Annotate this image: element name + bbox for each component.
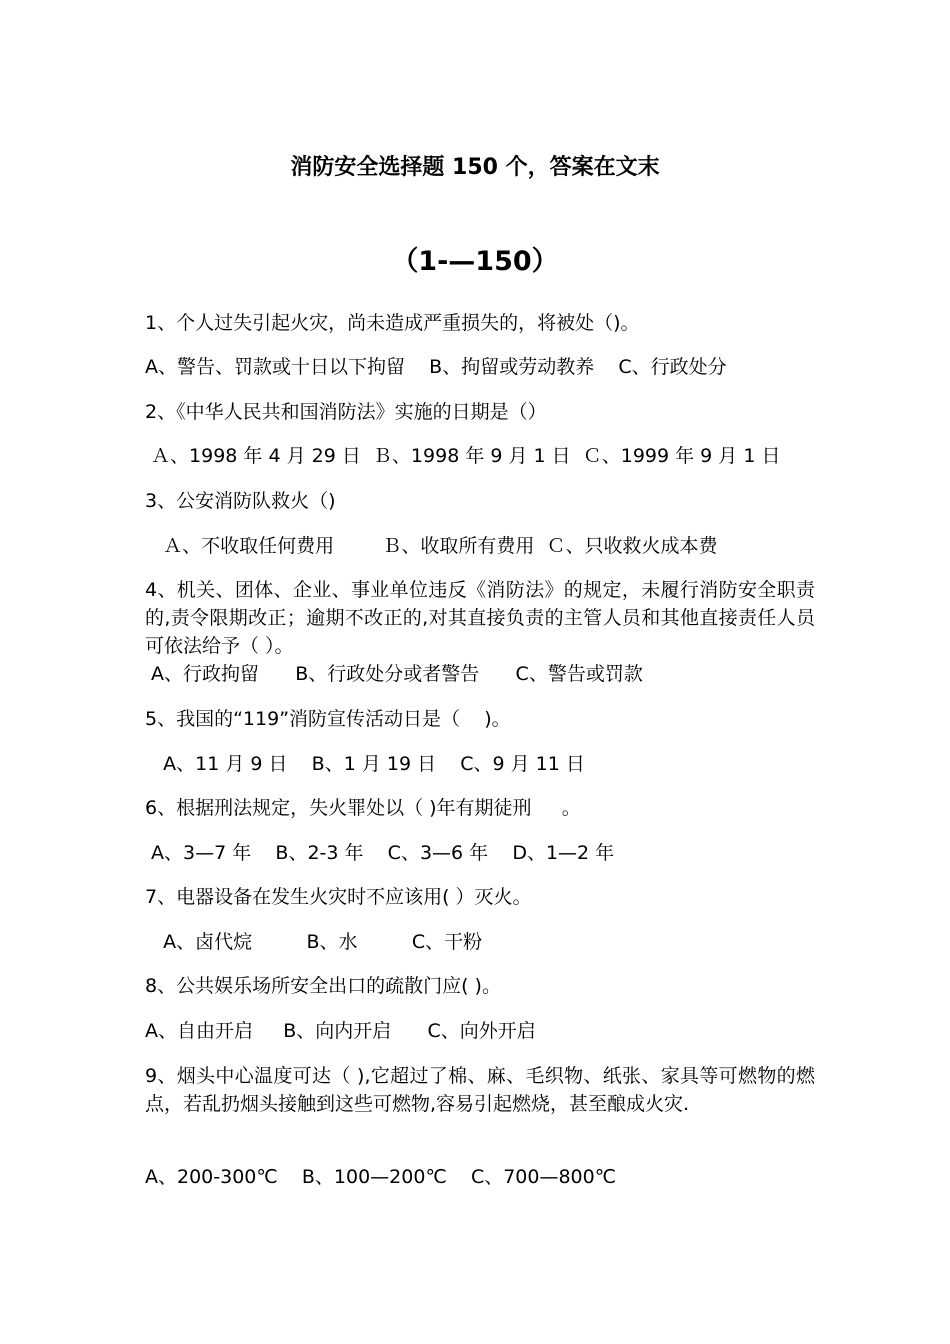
question-4: 4、机关、团体、企业、事业单位违反《消防法》的规定，未履行消防安全职责的,责令限期改正；逾期不改正的,对其直接负责的主管人员和其他直接责任人员可依法给予（ ）。	[145, 579, 815, 657]
question-5: 5、我国的“119”消防宣传活动日是（ )。	[145, 708, 511, 730]
document-title: 消防安全选择题 150 个，答案在文末	[290, 155, 660, 180]
question-2: 2、《中华人民共和国消防法》实施的日期是（）	[145, 401, 547, 423]
options-8: A、自由开启 B、向内开启 C、向外开启	[145, 1020, 536, 1042]
options-2: Ａ、1998 年 4 月 29 日 Ｂ、1998 年 9 月 1 日 Ｃ、1999 年 9 月 1 日	[145, 445, 781, 467]
options-6: A、3—7 年 B、2-3 年 C、3—6 年 D、1—2 年	[145, 842, 615, 864]
question-3: 3、公安消防队救火（)	[145, 490, 336, 512]
question-7: 7、电器设备在发生火灾时不应该用( ）灭火。	[145, 886, 532, 908]
options-1: A、警告、罚款或十日以下拘留 B、拘留或劳动教养 C、行政处分	[145, 356, 727, 378]
question-9: 9、烟头中心温度可达（ ),它超过了棉、麻、毛织物、纸张、家具等可燃物的燃点，若乱扔烟头接触到这些可燃物,容易引起燃烧，甚至酿成火灾.	[145, 1065, 815, 1115]
question-6: 6、根据刑法规定，失火罪处以（ )年有期徒刑 。	[145, 797, 581, 819]
options-4: A、行政拘留 B、行政处分或者警告 C、警告或罚款	[145, 663, 643, 685]
options-7: A、卤代烷 B、水 C、干粉	[145, 931, 483, 953]
question-1: 1、个人过失引起火灾，尚未造成严重损失的，将被处（)。	[145, 312, 640, 334]
options-5: A、11 月 9 日 B、1 月 19 日 C、9 月 11 日	[145, 753, 585, 775]
options-9: A、200-300℃ B、100—200℃ C、700—800℃	[145, 1166, 617, 1188]
options-3: Ａ、不收取任何费用 Ｂ、收取所有费用 Ｃ、只收救火成本费	[145, 535, 718, 557]
question-8: 8、公共娱乐场所安全出口的疏散门应( )。	[145, 975, 501, 997]
document-subtitle: （1-—150）	[391, 246, 559, 277]
